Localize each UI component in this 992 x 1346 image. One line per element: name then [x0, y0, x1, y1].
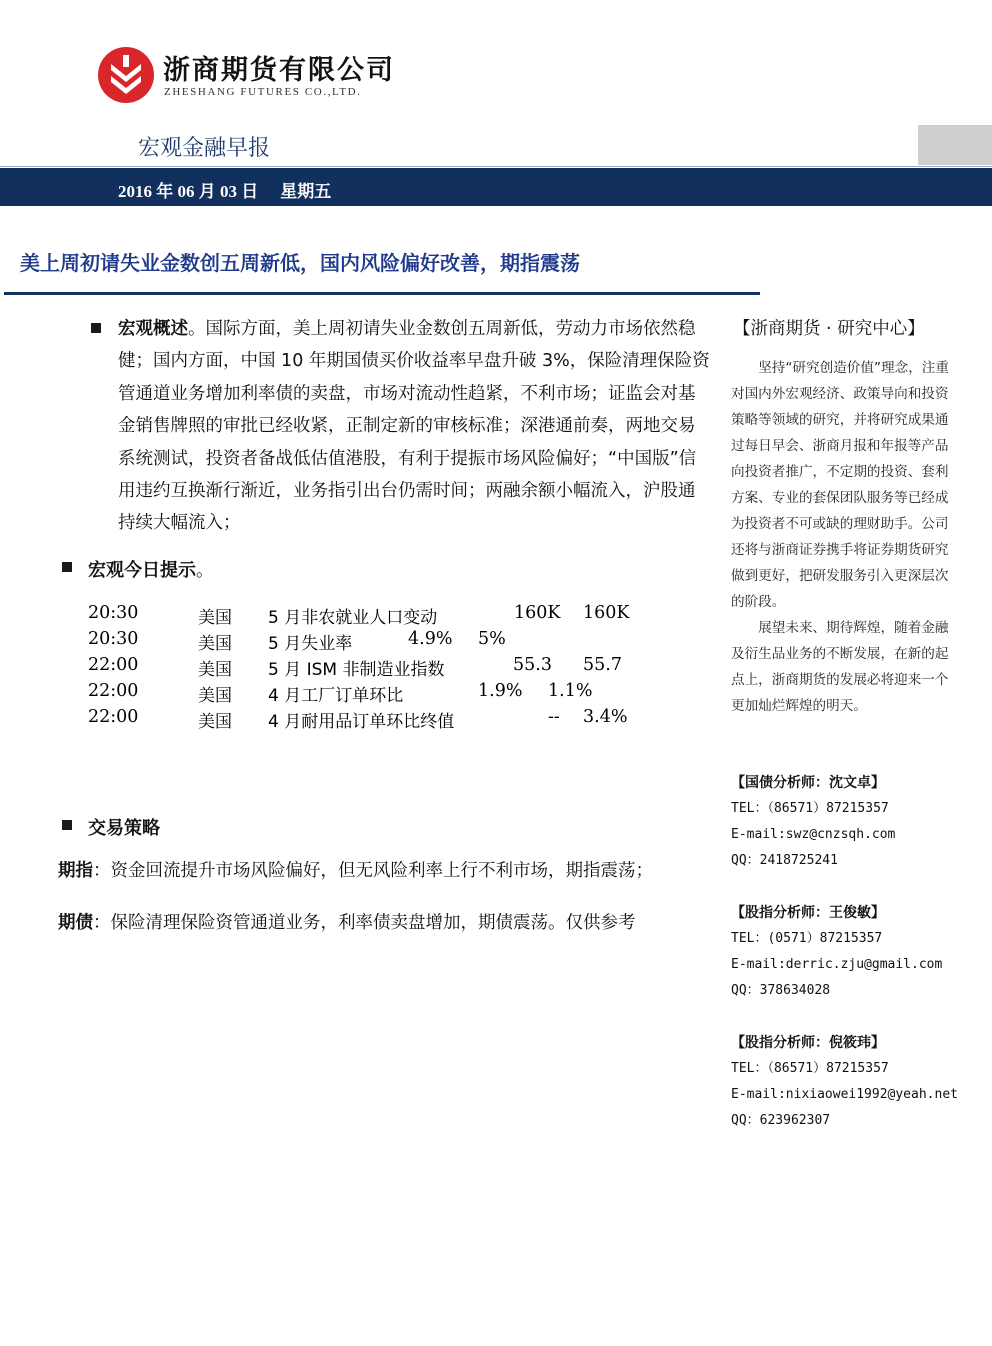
cal-time: 22:00: [88, 681, 139, 701]
bullet-square-icon: [62, 562, 72, 572]
sidebar-paragraph: 展望未来、期待辉煌，随着金融及衍生品业务的不断发展，在新的起点上，浙商期货的发展必将迎来一个更加灿烂辉煌的明天。: [731, 620, 949, 714]
strategy-title: 交易策略: [88, 818, 160, 839]
cal-time: 20:30: [88, 603, 139, 623]
cal-prev: 4.9%: [408, 629, 453, 649]
calendar-table: [0, 603, 720, 743]
date-value: 2016 年 06 月 03 日: [118, 182, 259, 201]
analyst-tel: TEL：（86571）87215357: [731, 1061, 889, 1076]
calendar-title-suffix: 。: [196, 560, 214, 581]
cal-prev: 55.3: [513, 655, 552, 675]
analyst-email[interactable]: E-mail:swz@cnzsqh.com: [731, 827, 896, 842]
macro-overview: [118, 313, 710, 540]
overview-title: 宏观概述: [118, 319, 188, 339]
analyst-tel: TEL：(0571）87215357: [731, 931, 883, 946]
cal-forecast: 5%: [478, 629, 506, 649]
cal-event: 4 月耐用品订单环比终值: [268, 712, 455, 732]
page-title: 美上周初请失业金数创五周新低，国内风险偏好改善，期指震荡: [20, 251, 580, 275]
overview-text: 。国际方面，美上周初请失业金数创五周新低，劳动力市场依然稳健；国内方面，中国 10 年期国债买价收益率早盘升破 3%，保险清理保险资管通道业务增加利率债的卖盘，市场对流动性趋紧，不利市场；证监会对基金销售牌照的审批已经收紧，正制定新的审核标准；深港通前奏，两地交易系统测试，投资者备战低估值港股，有利于提振市场风险偏好；“中国版”信用违约互换渐行渐近，业务指引出台仍需时间；两融余额小幅流入，沪股通持续大幅流入；: [118, 319, 710, 534]
cal-country: 美国: [198, 712, 232, 732]
cal-forecast: 160K: [583, 603, 630, 623]
cal-event: 5 月失业率: [268, 634, 353, 654]
strategy-text: ：资金回流提升市场风险偏好，但无风险利率上行不利市场，期指震荡；: [93, 861, 653, 881]
cal-prev: --: [548, 707, 560, 727]
analyst-name: 【股指分析师：倪筱玮】: [731, 1035, 885, 1051]
strategy-label: 期债: [58, 913, 93, 933]
strategy-label: 期指: [58, 861, 93, 881]
analyst-card: [731, 900, 971, 1004]
cal-time: 20:30: [88, 629, 139, 649]
header-gray-tab: [918, 125, 992, 165]
report-type: 宏观金融早报: [138, 136, 271, 161]
cal-time: 22:00: [88, 655, 139, 675]
weekday: 星期五: [280, 182, 332, 201]
cal-time: 22:00: [88, 707, 139, 727]
cal-country: 美国: [198, 634, 232, 654]
strategy-bond-futures: [58, 910, 713, 936]
cal-country: 美国: [198, 660, 232, 680]
strategy-index-futures: [58, 858, 713, 884]
strategy-text: ：保险清理保险资管通道业务，利率债卖盘增加，期债震荡。仅供参考: [93, 913, 636, 933]
cal-forecast: 55.7: [583, 655, 622, 675]
company-name-cn: 浙商期货有限公司: [163, 55, 395, 86]
analyst-qq: QQ：378634028: [731, 983, 831, 998]
report-date: [118, 177, 331, 202]
cal-event: 5 月非农就业人口变动: [268, 608, 438, 628]
analyst-name: 【国债分析师：沈文卓】: [731, 775, 885, 791]
cal-prev: 1.9%: [478, 681, 523, 701]
analyst-tel: TEL：（86571）87215357: [731, 801, 889, 816]
header-divider: [0, 166, 992, 167]
calendar-title: [88, 556, 214, 582]
cal-forecast: 3.4%: [583, 707, 628, 727]
sidebar-intro: [731, 355, 961, 719]
cal-forecast: 1.1%: [548, 681, 593, 701]
company-logo-icon: [97, 46, 155, 104]
bullet-square-icon: [91, 323, 101, 333]
analyst-qq: QQ：623962307: [731, 1113, 831, 1128]
analyst-card: [731, 770, 971, 874]
analyst-card: [731, 1030, 971, 1134]
bullet-square-icon: [62, 820, 72, 830]
company-name-en: ZHESHANG FUTURES CO.,LTD.: [164, 86, 362, 98]
headline-rule: [4, 292, 760, 295]
analyst-name: 【股指分析师：王俊敏】: [731, 905, 885, 921]
cal-event: 5 月 ISM 非制造业指数: [268, 660, 445, 680]
analyst-email[interactable]: E-mail:nixiaowei1992@yeah.net: [731, 1087, 958, 1102]
cal-event: 4 月工厂订单环比: [268, 686, 404, 706]
calendar-title-text: 宏观今日提示: [88, 560, 196, 581]
cal-country: 美国: [198, 608, 232, 628]
analyst-qq: QQ：2418725241: [731, 853, 838, 868]
sidebar-title: 【浙商期货 · 研究中心】: [733, 319, 925, 339]
cal-prev: 160K: [514, 603, 561, 623]
sidebar-paragraph: 坚持“研究创造价值”理念，注重对国内外宏观经济、政策导向和投资策略等领域的研究，并将研究成果通过每日早会、浙商月报和年报等产品向投资者推广，不定期的投资、套利方案、专业的套保团队服务等已经成为投资者不可或缺的理财助手。公司还将与浙商证券携手将证券期货研究做到更好，把研发服务引入更深层次的阶段。: [731, 360, 949, 610]
cal-country: 美国: [198, 686, 232, 706]
analyst-email[interactable]: E-mail:derric.zju@gmail.com: [731, 957, 943, 972]
